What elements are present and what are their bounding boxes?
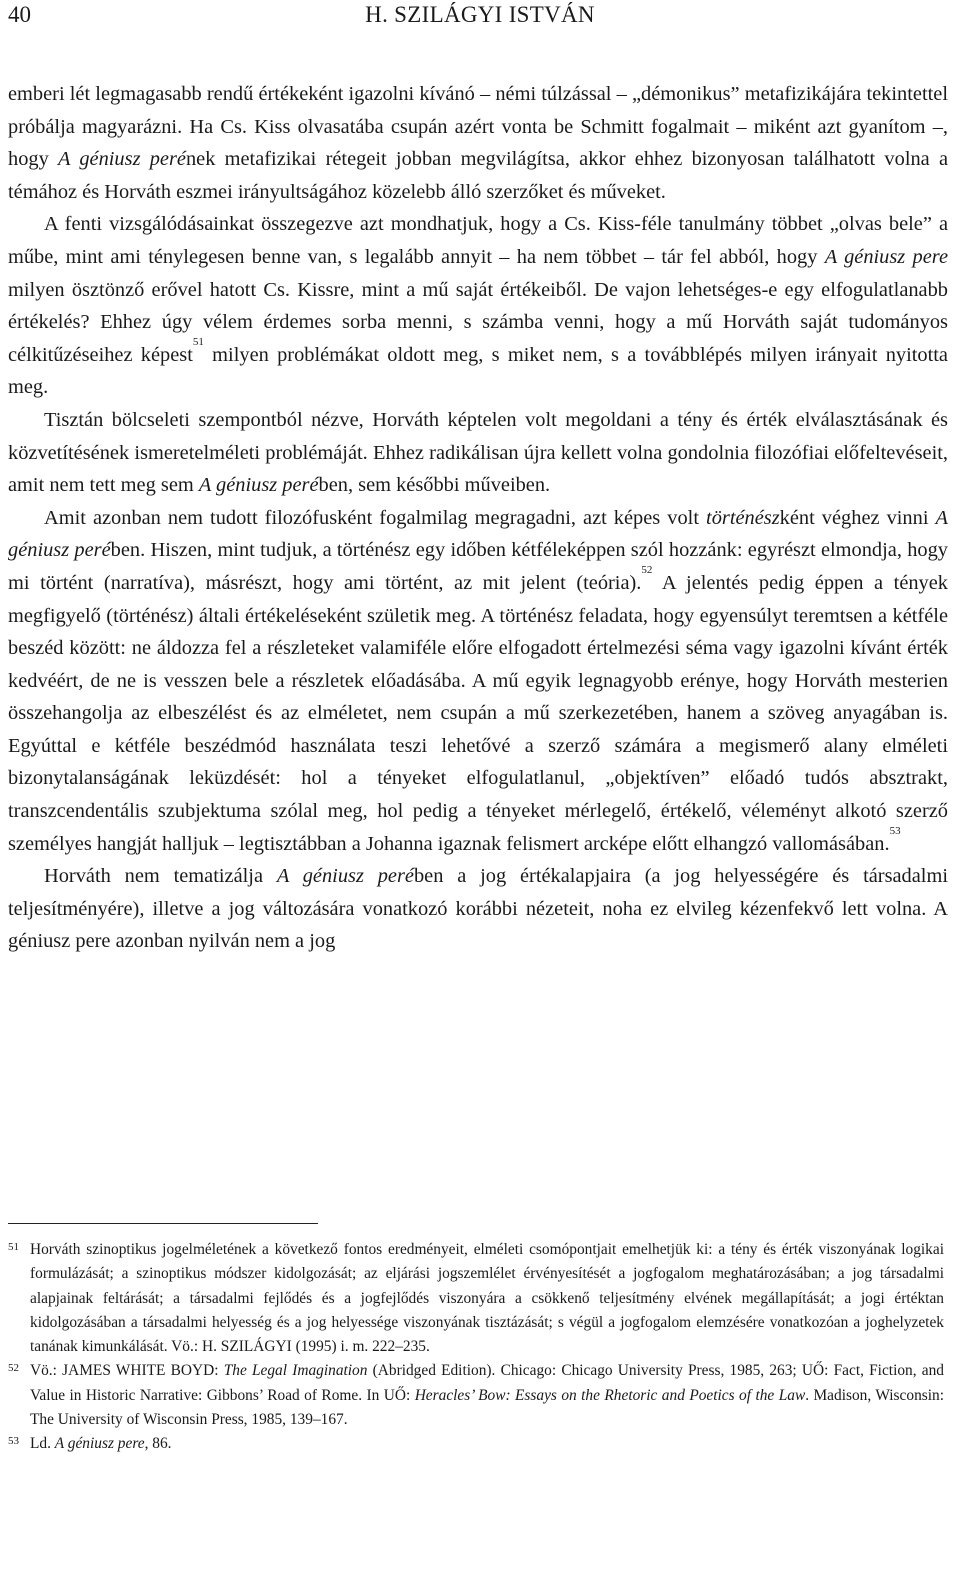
running-head-given-name: STVÁN — [516, 2, 595, 27]
footnote-52 — [8, 1359, 944, 1432]
italic-title: A géniusz pere — [54, 1435, 145, 1453]
small-caps-name: ZILÁGYI — [229, 1338, 292, 1356]
text-run: Horváth nem tematizálja — [44, 865, 277, 888]
text-run: , 86. — [144, 1435, 172, 1453]
text-run: A jelentés pedig éppen a tények megfigyelő (történész) általi értékeléseként születik meg. A történész feladata, hogy egyensúlyt teremtsen a kétféle beszéd között: ne áldozza fel a részleteket valamiféle előre elfogadott értelmezési séma vagy igazolni kívánt érték kedvéért, de ne is vesszen bele a részletek előadásába. A mű egyik legnagyobb erénye, hogy Horváth mesterien összehangolja az elbeszélést és az elméletet, nem csupán a mű szerkezetében, hanem a szöveg anyagában is. Egyúttal e kétféle beszédmód használata teszi lehetővé a szerző számára a megismerő alany elméleti bizonytalanságának leküzdését: hol a tényeket elfogulatlanul, „objektíven” előadó tudós absztrakt, transzcendentális szubjektuma szólal meg, hol pedig a tényeket mérlegelő, értékelő, véleményt alkotó szerző személyes hangját halljuk – legtisztábban a Johanna igaznak felismert arcképe előtt elhangzó vallomásában. — [8, 571, 949, 855]
small-caps-name: Ő — [813, 1362, 825, 1380]
text-run: : Fact, Fiction, and Value in Historic Narrative: Gibbons’ Road of Rome. In U — [30, 1362, 944, 1404]
small-caps-name: HITE — [130, 1362, 166, 1380]
text-run: milyen ösztönző erővel hatott Cs. Kissre, mint a mű saját értékeiből. De vajon lehetséges-e egy elfogulatlanabb értékelés? Ehhez úgy vélem érdemes sorba menni, s számba venni, hogy a mű Horváth saját tudományos célkitűzéseihez képest — [8, 278, 948, 366]
footnote-divider — [8, 1223, 318, 1224]
footnote-number: 53 — [8, 1435, 19, 1448]
text-run: W — [110, 1362, 131, 1380]
italic-title: A géniusz peré — [8, 506, 948, 562]
text-run: ként véghez vinni — [779, 506, 936, 529]
italic-title: The Legal Imagination — [223, 1362, 368, 1380]
footnote-51 — [8, 1238, 944, 1359]
text-run: Vö.: J — [30, 1362, 69, 1380]
footnote-number: 52 — [8, 1362, 19, 1375]
text-run: Ld. — [30, 1435, 55, 1453]
text-run: Tisztán bölcseleti szempontból nézve, Horváth képtelen volt megoldani a tény és érték elválasztásának és közvetítésének ismeretelméleti problémáját. Ehhez radikálisan újra kellett volna gondolnia filozófiai előfeltevéseit, amit nem tett meg sem — [8, 408, 948, 497]
paragraph-1 — [8, 78, 948, 208]
text-run: nek metafizikai rétegeit jobban megvilágítsa, akkor ehhez bizonyosan találhatott volna a témához és Horváth eszmei irányultságához közelebb álló szerzőket és műveket. — [8, 148, 949, 203]
italic-title: Heracles’ Bow: Essays on the Rhetoric and Poetics of the Law — [414, 1386, 806, 1404]
text-run: Amit azonban nem tudott filozófusként fogalmilag megragadni, azt képes volt — [44, 506, 707, 529]
text-run: emberi lét legmagasabb rendű értékeként igazolni kívánó – némi túlzással – „démonikus” metafizikájára tekintettel próbálja magyarázni. Ha Cs. Kiss olvasatába csupán azért vonta be Schmitt fogalmait – miként azt gyanítom –, hogy — [8, 83, 948, 171]
small-caps-name: AMES — [68, 1362, 111, 1380]
footnote-ref-51[interactable]: 51 — [192, 335, 204, 348]
footnote-number: 51 — [8, 1241, 19, 1253]
italic-title: A géniusz pere — [824, 245, 948, 268]
text-run: Horváth szinoptikus jogelméletének a következő fontos eredményeit, elméleti csomópontjait emelhetjük ki: a tény és érték viszonyának logikai formulázását; a szinoptikus módszer kidolgozását; az eljárási jogszemlélet érvényesítését a jogfogalom meghatározásában; a jog társadalmi alapjainak feltárását; a társadalmi fejlődés és a jogfejlődés viszonyára a csökkenő teljesítmény elvének megállapítását; a jogi értéktan kidolgozásában a társadalmi helyesség és a jog helyessége viszonyának tisztázását; s végül a jogfogalom elemzésére vonatkozóan a joghelyzetek tanának kimunkálását. Vö.: H. S — [30, 1241, 944, 1356]
text-run: milyen problémákat oldott meg, s miket nem, s a továbblépés milyen irányait nyitotta meg. — [8, 343, 948, 399]
italic-title: A géniusz peré — [58, 148, 186, 171]
small-caps-name: OYD — [180, 1362, 215, 1380]
paragraph-3 — [8, 404, 948, 502]
text-run: B — [165, 1362, 181, 1380]
text-run: : — [214, 1362, 224, 1380]
text-run: (Abridged Edition). Chicago: Chicago University Press, 1985, 263; U — [367, 1362, 813, 1380]
running-head-author — [0, 2, 960, 28]
body-text — [8, 78, 948, 958]
footnote-53 — [8, 1432, 944, 1456]
text-run: ben, sem későbbi műveiben. — [318, 474, 551, 497]
paragraph-4 — [8, 502, 948, 861]
text-run: A fenti vizsgálódásainkat összegezve azt mondhatjuk, hogy a Cs. Kiss-féle tanulmány többet „olvas bele” a műbe, mint ami ténylegesen benne van, s legalább annyit – ha nem többet – tár fel abból, hogy — [8, 213, 948, 268]
text-run: : — [405, 1386, 415, 1404]
italic-title: A géniusz peré — [198, 474, 319, 497]
footnotes — [8, 1238, 944, 1457]
paragraph-5 — [8, 860, 948, 958]
text-run: (1995) i. m. 222–235. — [291, 1338, 430, 1356]
text-run: ben a jog értékalapjaira (a jog helyességére és társadalmi teljesítményére), illetve a jog változására vonatkozó korábbi nézeteit, noha ez elvileg kézenfekvő lett volna. A géniusz pere azonban nyilván nem a jog — [8, 865, 948, 953]
footnote-ref-52[interactable]: 52 — [641, 563, 653, 576]
italic-title: A géniusz peré — [276, 865, 414, 888]
running-head-surname: ZILÁGYI — [407, 2, 503, 27]
text-run: ben. Hiszen, mint tudjuk, a történész egy időben kétféleképpen szól hozzánk: egyrészt elmondja, hogy mi történt (narratíva), másrészt, hogy ami történt, az mit jelent (teória). — [8, 539, 948, 594]
italic-word: történész — [706, 506, 780, 529]
text-run: . Madison, Wisconsin: The University of Wisconsin Press, 1985, 139–167. — [30, 1386, 944, 1429]
small-caps-name: Ő — [394, 1386, 406, 1404]
running-head-initial: H. S — [365, 2, 408, 27]
page-number: 40 — [8, 2, 31, 27]
running-head-given-initial: I — [502, 2, 517, 27]
footnote-ref-53[interactable]: 53 — [889, 824, 901, 837]
paragraph-2 — [8, 208, 948, 404]
